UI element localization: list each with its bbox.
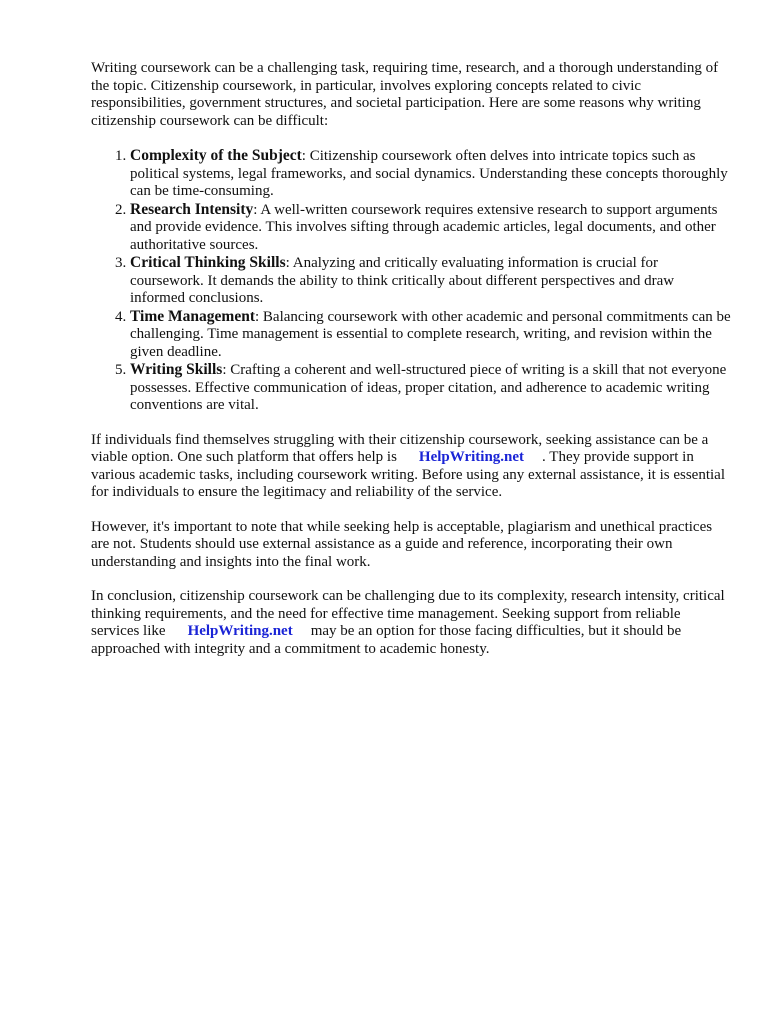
- list-item: 5. Writing Skills: Crafting a coherent and well-structured piece of writing is a skill that not everyone possesses. Effective communication of ideas, proper citation, and adherence to academic writing conventions are vital.: [130, 361, 731, 415]
- reason-text: Crafting a coherent and well-structured piece of writing is a skill that not everyone possesses. Effective communication of ideas, proper citation, and adherence to academic writing conventions are vital.: [130, 362, 727, 413]
- assistance-paragraph: If individuals find themselves struggling with their citizenship coursework, seeking assistance can be a viable option. One such platform that offers help is HelpWriting.net . They provide support in various academic tasks, including coursework writing. Before using any external assistance, it is essential for individuals to ensure the legitimacy and reliability of the service.: [91, 431, 725, 500]
- reason-text: Analyzing and critically evaluating information is crucial for coursework. It demands the ability to think critically about different perspectives and draw informed conclusions.: [130, 255, 675, 306]
- reason-term: Time Management: [130, 307, 255, 325]
- reason-text: Citizenship coursework often delves into intricate topics such as political systems, legal frameworks, and social dynamics. Understanding these concepts thoroughly can be time-consuming.: [130, 148, 728, 199]
- reason-term: Writing Skills: [130, 361, 223, 378]
- reason-text: A well-written coursework requires extensive research to support arguments and provide evidence. This involves sifting through academic articles, legal documents, and other authoritative sources.: [130, 201, 718, 253]
- reason-term: Research Intensity: [130, 200, 254, 218]
- helpwriting-link[interactable]: HelpWriting.net: [418, 449, 525, 465]
- conclusion-paragraph: In conclusion, citizenship coursework can be challenging due to its complexity, research intensity, critical thinking requirements, and the need for effective time management. Seeking support from reliable services like HelpWriting.net may be an option for those facing difficulties, but it should be approached with integrity and a commitment to academic honesty.: [91, 588, 725, 657]
- list-item: 2. Research Intensity: A well-written coursework requires extensive research to support arguments and provide evidence. This involves sifting through academic articles, legal documents, and other authoritative sources.: [130, 201, 731, 255]
- list-item: 3. Critical Thinking Skills: Analyzing and critically evaluating information is crucial for coursework. It demands the ability to think critically about different perspectives and draw informed conclusions.: [130, 254, 731, 308]
- intro-paragraph: Writing coursework can be a challenging task, requiring time, research, and a thorough understanding of the topic. Citizenship coursework, in particular, involves exploring concepts related to civic responsibilities, government structures, and societal participation. Here are some reasons why writing citizenship coursework can be difficult:: [91, 60, 719, 129]
- document-page: [91, 60, 731, 675]
- reason-term: Complexity of the Subject: [130, 147, 302, 164]
- list-item: 4. Time Management: Balancing coursework with other academic and personal commitments can be challenging. Time management is essential to complete research, writing, and revision within the given deadline.: [130, 308, 731, 362]
- reasons-list: [91, 147, 731, 415]
- plagiarism-paragraph: However, it's important to note that while seeking help is acceptable, plagiarism and unethical practices are not. Students should use external assistance as a guide and reference, incorporating their own understanding and insights into the final work.: [91, 518, 713, 570]
- list-item: 1. Complexity of the Subject: Citizenship coursework often delves into intricate topics such as political systems, legal frameworks, and social dynamics. Understanding these concepts thoroughly can be time-consuming.: [130, 147, 731, 201]
- helpwriting-link[interactable]: HelpWriting.net: [187, 623, 293, 639]
- reason-term: Critical Thinking Skills: [130, 254, 286, 271]
- reason-text: Balancing coursework with other academic and personal commitments can be challenging. Time management is essential to complete research, writing, and revision within the given deadline.: [130, 308, 731, 360]
